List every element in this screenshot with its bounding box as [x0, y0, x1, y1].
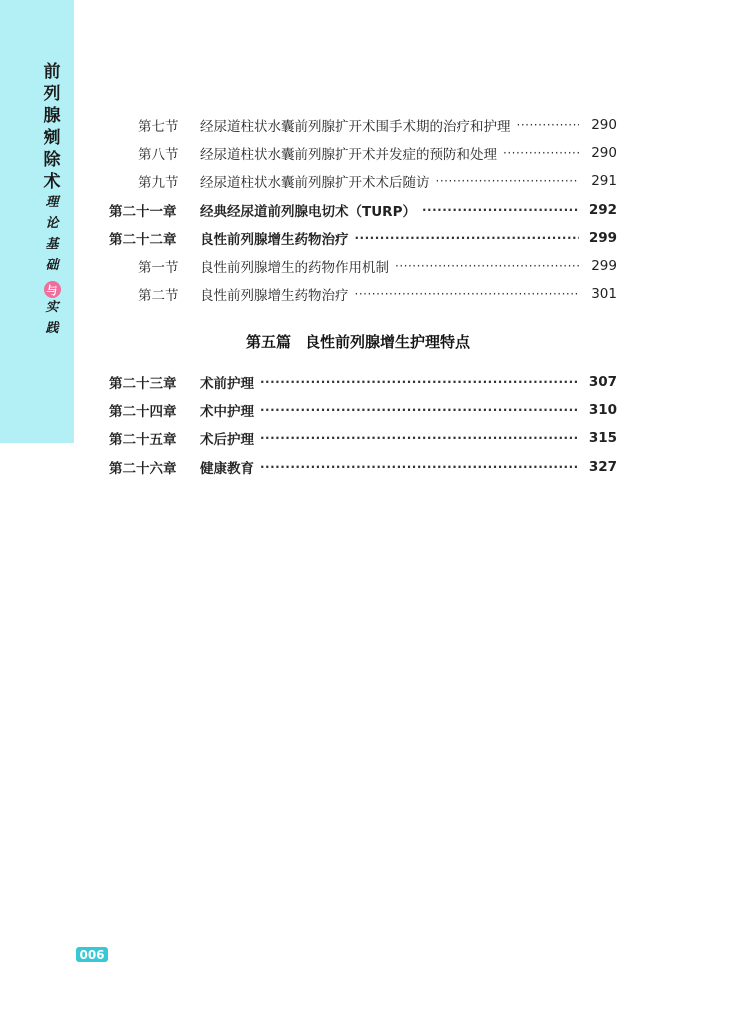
- toc-entry-label: 第二节: [138, 288, 179, 305]
- toc-leader-dots: [395, 259, 579, 273]
- toc-entry-title: 良性前列腺增生的药物作用机制: [200, 260, 389, 276]
- toc-entry-title: 经尿道柱状水囊前列腺扩开术围手术期的治疗和护理: [200, 119, 511, 135]
- toc-entry: [109, 228, 617, 248]
- toc-leader-dots: [355, 231, 580, 245]
- toc-entry-page: 299: [588, 229, 617, 246]
- toc-entry-page: 307: [588, 374, 617, 390]
- toc-entry-page: 292: [588, 201, 617, 218]
- toc-entry-label: 第九节: [138, 175, 179, 192]
- toc-leader-dots: [503, 146, 579, 160]
- toc-leader-dots: [260, 431, 579, 445]
- toc-entry: [138, 256, 617, 276]
- toc-leader-dots: [422, 203, 579, 217]
- book-title-vertical: [40, 64, 64, 343]
- side-title-char: 腺: [43, 106, 61, 126]
- toc-entry-title: 术前护理: [200, 376, 254, 392]
- side-title-char: 前: [43, 62, 61, 82]
- toc-entry-label: 第二十六章: [109, 460, 177, 477]
- toc-entry: [109, 372, 617, 392]
- side-title-char: 术: [43, 172, 61, 192]
- toc-entry-label: 第八节: [138, 147, 179, 164]
- side-title-char: 践: [45, 321, 59, 336]
- toc-entry-title: 经尿道柱状水囊前列腺扩开术并发症的预防和处理: [200, 147, 497, 164]
- side-title-char: 列: [43, 84, 61, 104]
- page-number-badge: 006: [76, 947, 108, 962]
- toc-entry-page: 299: [591, 258, 617, 274]
- side-title-char: 基: [45, 237, 59, 252]
- toc-entry-page: 290: [591, 145, 617, 162]
- toc-entry-label: 第二十三章: [109, 376, 177, 392]
- toc-leader-dots: [436, 174, 580, 188]
- toc-entry-title: 良性前列腺增生药物治疗: [200, 231, 349, 248]
- toc-entry-page: 327: [588, 458, 617, 475]
- part-heading-title: 良性前列腺增生护理特点: [305, 333, 471, 351]
- toc-entry-label: 第七节: [138, 119, 179, 135]
- toc-entry-title: 经典经尿道前列腺电切术（TURP）: [200, 203, 416, 220]
- toc-entry: [138, 171, 617, 191]
- toc-entry: [138, 284, 617, 304]
- side-title-char: 础: [45, 258, 59, 273]
- part-heading: [246, 331, 470, 352]
- toc-entry: [138, 143, 617, 163]
- toc-leader-dots: [260, 460, 579, 474]
- toc-entry: [109, 457, 617, 477]
- side-title-char: 实: [45, 300, 59, 315]
- toc-entry-title: 良性前列腺增生药物治疗: [200, 288, 349, 305]
- toc-entry-label: 第一节: [138, 260, 179, 276]
- toc-entry-page: 310: [588, 402, 617, 419]
- toc-entry: [109, 200, 617, 220]
- toc-entry-title: 术后护理: [200, 432, 254, 449]
- toc-leader-dots: [517, 118, 580, 132]
- toc-entry-label: 第二十二章: [109, 231, 177, 248]
- side-title-circle-char: 与: [44, 281, 61, 298]
- toc-entry-page: 301: [591, 286, 617, 303]
- toc-entry-page: 315: [588, 430, 617, 447]
- toc-entry-title: 术中护理: [200, 404, 254, 421]
- side-title-char: 论: [45, 216, 59, 231]
- side-title-char: 剜: [43, 128, 61, 148]
- toc-entry-page: 291: [591, 173, 617, 190]
- toc-entry: [109, 428, 617, 448]
- toc-entry: [138, 115, 617, 135]
- part-heading-label: 第五篇: [246, 333, 292, 351]
- toc-entry-label: 第二十一章: [109, 203, 177, 220]
- toc-entry-label: 第二十五章: [109, 432, 177, 449]
- toc-entry-label: 第二十四章: [109, 404, 177, 421]
- toc-leader-dots: [355, 287, 580, 301]
- toc-entry-title: 经尿道柱状水囊前列腺扩开术术后随访: [200, 175, 430, 192]
- side-title-char: 除: [43, 150, 61, 170]
- toc-leader-dots: [260, 375, 579, 389]
- side-title-char: 理: [45, 195, 59, 210]
- toc-entry-title: 健康教育: [200, 460, 254, 477]
- toc-entry: [109, 400, 617, 420]
- toc-leader-dots: [260, 403, 579, 417]
- toc-entry-page: 290: [591, 117, 617, 133]
